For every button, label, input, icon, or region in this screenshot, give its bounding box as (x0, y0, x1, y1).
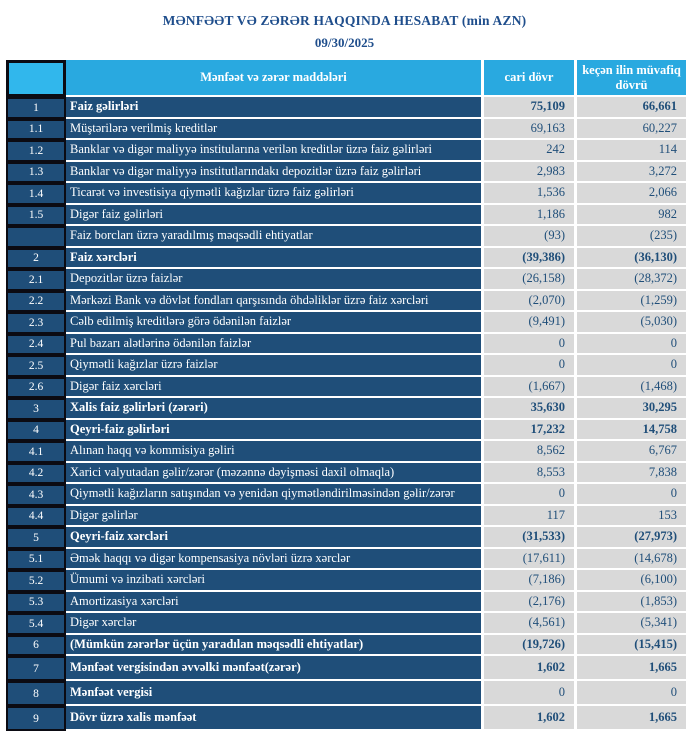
value-current-period: 0 (481, 355, 574, 377)
table-row (6, 506, 686, 528)
row-label: Banklar və digər maliyyə institularına verilən kreditlər üzrə faiz gəlirləri (66, 140, 481, 162)
row-label: Qeyri-faiz xərcləri (66, 527, 481, 549)
row-number: 5.2 (6, 570, 66, 592)
value-current-period: 35,630 (481, 398, 574, 420)
value-current-period: 1,536 (481, 183, 574, 205)
value-current-period: 2,983 (481, 162, 574, 184)
report-header (0, 0, 689, 51)
value-previous-period: 1,665 (574, 706, 686, 731)
value-current-period: 75,109 (481, 97, 574, 119)
table-row (6, 484, 686, 506)
row-label: Ticarət və investisiya qiymətli kağızlar üzrə faiz gəlirləri (66, 183, 481, 205)
value-previous-period: (235) (574, 226, 686, 248)
table-row (6, 613, 686, 635)
table-row (6, 377, 686, 399)
row-label: Qeyri-faiz gəlirləri (66, 420, 481, 442)
row-number: 2 (6, 248, 66, 270)
value-previous-period: (15,415) (574, 635, 686, 657)
value-previous-period: 114 (574, 140, 686, 162)
table-row (6, 681, 686, 706)
column-header-current-period: cari dövr (481, 60, 574, 97)
row-number: 4.4 (6, 506, 66, 528)
table-row (6, 527, 686, 549)
row-number: 7 (6, 656, 66, 681)
table-header-row (6, 60, 686, 97)
value-current-period: 1,602 (481, 656, 574, 681)
row-number: 9 (6, 706, 66, 731)
row-number: 4.1 (6, 441, 66, 463)
value-current-period: (7,186) (481, 570, 574, 592)
table-row (6, 441, 686, 463)
value-current-period: (1,667) (481, 377, 574, 399)
row-number: 1.2 (6, 140, 66, 162)
row-number: 5.4 (6, 613, 66, 635)
row-number: 2.2 (6, 291, 66, 313)
value-previous-period: 0 (574, 334, 686, 356)
value-previous-period: (6,100) (574, 570, 686, 592)
row-label: Pul bazarı alətlərinə ödənilən faizlər (66, 334, 481, 356)
row-number: 1.5 (6, 205, 66, 227)
value-previous-period: 14,758 (574, 420, 686, 442)
value-current-period: 242 (481, 140, 574, 162)
table-row (6, 97, 686, 119)
value-current-period: (2,176) (481, 592, 574, 614)
row-number: 4.3 (6, 484, 66, 506)
value-previous-period: 0 (574, 355, 686, 377)
table-row (6, 312, 686, 334)
table-row (6, 656, 686, 681)
table-row (6, 226, 686, 248)
value-current-period: 69,163 (481, 119, 574, 141)
row-number: 2.6 (6, 377, 66, 399)
table-row (6, 635, 686, 657)
page-title: MƏNFƏƏT VƏ ZƏRƏR HAQQINDA HESABAT (min AZN) (162, 13, 527, 28)
value-previous-period: 1,665 (574, 656, 686, 681)
row-label: (Mümkün zərərlər üçün yaradılan məqsədli ehtiyatlar) (66, 635, 481, 657)
value-previous-period: 60,227 (574, 119, 686, 141)
row-label: Faiz gəlirləri (66, 97, 481, 119)
table-row (6, 592, 686, 614)
value-current-period: (19,726) (481, 635, 574, 657)
value-previous-period: 0 (574, 484, 686, 506)
row-label: Mənfəət vergisi (66, 681, 481, 706)
value-previous-period: 30,295 (574, 398, 686, 420)
row-label: Digər gəlirlər (66, 506, 481, 528)
row-number: 1 (6, 97, 66, 119)
row-number: 2.4 (6, 334, 66, 356)
value-current-period: (31,533) (481, 527, 574, 549)
row-number: 8 (6, 681, 66, 706)
value-current-period: 1,602 (481, 706, 574, 731)
table-row (6, 183, 686, 205)
table-row (6, 248, 686, 270)
value-previous-period: 7,838 (574, 463, 686, 485)
value-previous-period: (27,973) (574, 527, 686, 549)
value-current-period: (4,561) (481, 613, 574, 635)
row-number: 4.2 (6, 463, 66, 485)
value-current-period: 8,553 (481, 463, 574, 485)
row-label: Mərkəzi Bank və dövlət fondları qarşısında öhdəliklər üzrə faiz xərcləri (66, 291, 481, 313)
row-number: 4 (6, 420, 66, 442)
value-previous-period: 153 (574, 506, 686, 528)
row-label: Qiymətli kağızlar üzrə faizlər (66, 355, 481, 377)
row-number (6, 226, 66, 248)
value-current-period: 0 (481, 681, 574, 706)
row-label: Xarici valyutadan gəlir/zərər (məzənnə dəyişməsi daxil olmaqla) (66, 463, 481, 485)
value-previous-period: (14,678) (574, 549, 686, 571)
value-previous-period: (36,130) (574, 248, 686, 270)
corner-cell (6, 60, 66, 97)
row-number: 1.1 (6, 119, 66, 141)
row-label: Ümumi və inzibati xərcləri (66, 570, 481, 592)
column-header-previous-period: keçən ilin müvafiq dövrü (574, 60, 686, 97)
row-label: Depozitlər üzrə faizlər (66, 269, 481, 291)
table-row (6, 334, 686, 356)
row-number: 3 (6, 398, 66, 420)
value-previous-period: (1,468) (574, 377, 686, 399)
value-current-period: (2,070) (481, 291, 574, 313)
row-label: Müştərilərə verilmiş kreditlər (66, 119, 481, 141)
table-row (6, 706, 686, 731)
value-previous-period: 6,767 (574, 441, 686, 463)
row-label: Cəlb edilmiş kreditlərə görə ödənilən faizlər (66, 312, 481, 334)
row-number: 6 (6, 635, 66, 657)
value-current-period: 8,562 (481, 441, 574, 463)
row-label: Mənfəət vergisindən əvvəlki mənfəət(zərər) (66, 656, 481, 681)
value-current-period: (93) (481, 226, 574, 248)
value-current-period: 0 (481, 484, 574, 506)
value-current-period: (26,158) (481, 269, 574, 291)
table-row (6, 420, 686, 442)
row-number: 1.4 (6, 183, 66, 205)
report-date: 09/30/2025 (314, 35, 375, 50)
row-label: Qiymətli kağızların satışından və yenidən qiymətləndirilməsindən gəlir/zərər (66, 484, 481, 506)
table-row (6, 398, 686, 420)
value-previous-period: (5,030) (574, 312, 686, 334)
value-current-period: (9,491) (481, 312, 574, 334)
table-row (6, 570, 686, 592)
value-previous-period: 2,066 (574, 183, 686, 205)
value-current-period: (39,386) (481, 248, 574, 270)
table-row (6, 355, 686, 377)
value-previous-period: (1,853) (574, 592, 686, 614)
row-label: Dövr üzrə xalis mənfəət (66, 706, 481, 731)
row-number: 2.1 (6, 269, 66, 291)
row-number: 2.5 (6, 355, 66, 377)
value-previous-period: (28,372) (574, 269, 686, 291)
row-number: 5.3 (6, 592, 66, 614)
row-label: Alınan haqq və kommisiya gəliri (66, 441, 481, 463)
table-row (6, 269, 686, 291)
row-number: 2.3 (6, 312, 66, 334)
table-row (6, 463, 686, 485)
row-label: Digər faiz gəlirləri (66, 205, 481, 227)
value-current-period: 1,186 (481, 205, 574, 227)
row-number: 1.3 (6, 162, 66, 184)
value-previous-period: 66,661 (574, 97, 686, 119)
table-row (6, 140, 686, 162)
row-label: Xalis faiz gəlirləri (zərəri) (66, 398, 481, 420)
table-row (6, 119, 686, 141)
profit-loss-table (6, 60, 686, 731)
row-label: Banklar və digər maliyyə institutlarındakı depozitlər üzrə faiz gəlirləri (66, 162, 481, 184)
value-previous-period: (1,259) (574, 291, 686, 313)
row-label: Digər faiz xərcləri (66, 377, 481, 399)
value-current-period: 0 (481, 334, 574, 356)
table-row (6, 291, 686, 313)
table-row (6, 205, 686, 227)
value-previous-period: 0 (574, 681, 686, 706)
row-label: Faiz borcları üzrə yaradılmış məqsədli ehtiyatlar (66, 226, 481, 248)
value-previous-period: 982 (574, 205, 686, 227)
value-current-period: 17,232 (481, 420, 574, 442)
table-row (6, 549, 686, 571)
column-header-items: Mənfəət və zərər maddələri (66, 60, 481, 97)
value-current-period: (17,611) (481, 549, 574, 571)
row-label: Amortizasiya xərcləri (66, 592, 481, 614)
table-row (6, 162, 686, 184)
value-current-period: 117 (481, 506, 574, 528)
value-previous-period: (5,341) (574, 613, 686, 635)
value-previous-period: 3,272 (574, 162, 686, 184)
row-label: Digər xərclər (66, 613, 481, 635)
row-number: 5 (6, 527, 66, 549)
row-label: Əmək haqqı və digər kompensasiya növləri üzrə xərclər (66, 549, 481, 571)
row-label: Faiz xərcləri (66, 248, 481, 270)
row-number: 5.1 (6, 549, 66, 571)
